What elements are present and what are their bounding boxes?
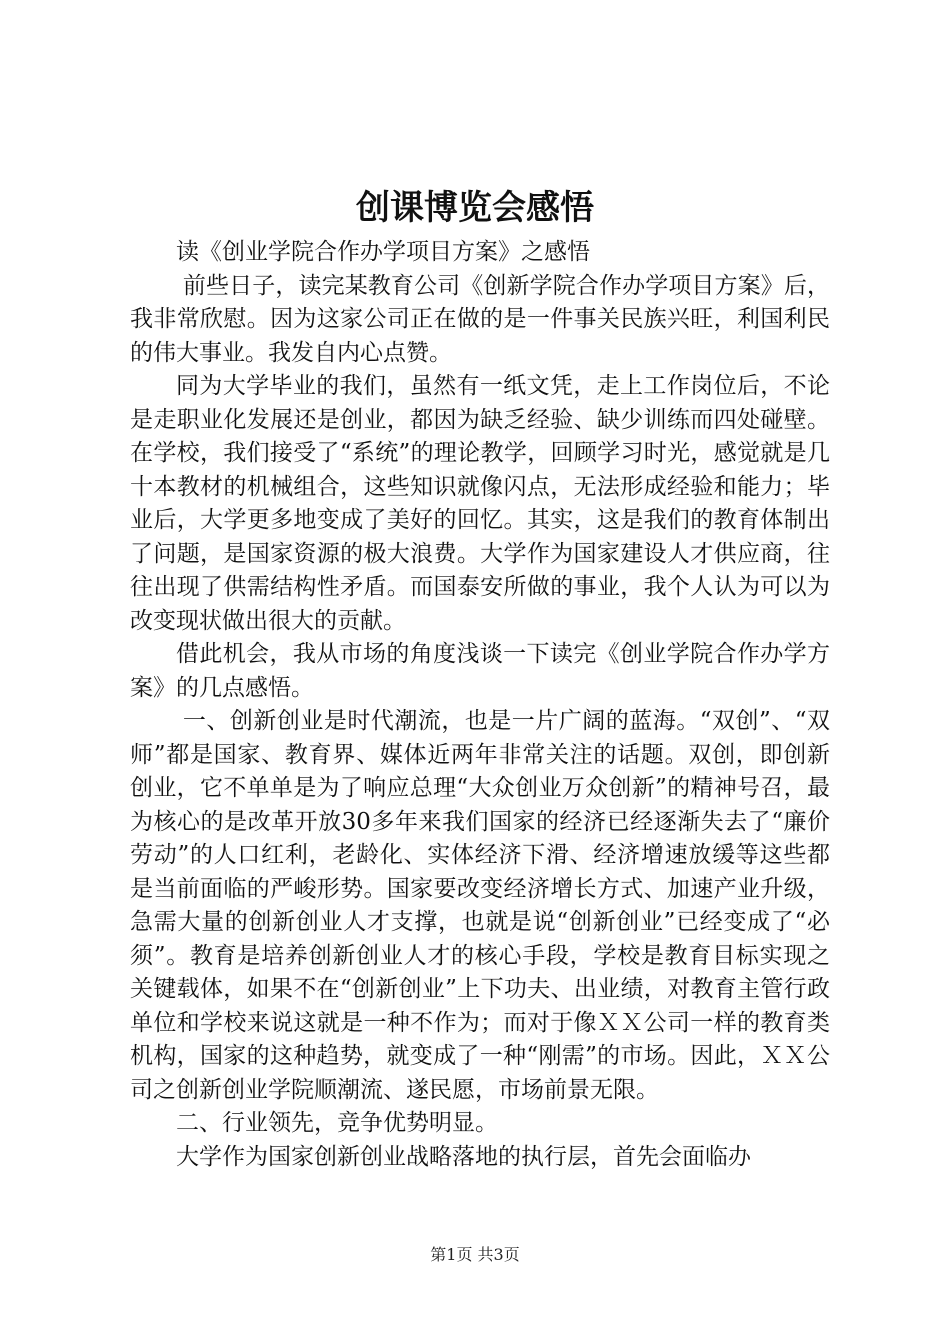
body-paragraph: 同为大学毕业的我们，虽然有一纸文凭，走上工作岗位后，不论是走职业化发展还是创业，都因为缺乏经验、缺少训练而四处碰壁。在学校，我们接受了“系统”的理论教学，回顾学习时光，感觉就是几十本教材的机械组合，这些知识就像闪点，无法形成经验和能力；毕业后，大学更多地变成了美好的回忆。其实，这是我们的教育体制出了问题，是国家资源的极大浪费。大学作为国家建设人才供应商，往往出现了供需结构性矛盾。而国泰安所做的事业，我个人认为可以为改变现状做出很大的贡献。 — [130, 373, 830, 634]
section-paragraph: 一、创新创业是时代潮流，也是一片广阔的蓝海。“双创”、“双师”都是国家、教育界、媒体近两年非常关注的话题。双创，即创新创业，它不单单是为了响应总理“大众创业万众创新”的精神号召，最为核心的是改革开放30多年来我们国家的经济已经逐渐失去了“廉价劳动”的人口红利，老龄化、实体经济下滑、经济增速放缓等这些都是当前面临的严峻形势。国家要改变经济增长方式、加速产业升级，急需大量的创新创业人才支撑，也就是说“创新创业”已经变成了“必须”。教育是培养创新创业人才的核心手段，学校是教育目标实现之关键载体，如果不在“创新创业”上下功夫、出业绩，对教育主管行政单位和学校来说这就是一种不作为；而对于像ＸＸ公司一样的教育类机构，国家的这种趋势，就变成了一种“刚需”的市场。因此，ＸＸ公司之创新创业学院顺潮流、遂民愿，市场前景无限。 — [130, 708, 830, 1103]
section-heading: 二、行业领先，竞争优势明显。 — [176, 1110, 498, 1136]
body-paragraph: 大学作为国家创新创业战略落地的执行层，首先会面临办 — [176, 1143, 751, 1170]
subtitle-paragraph: 读《创业学院合作办学项目方案》之感悟 — [176, 239, 590, 265]
body-paragraph: 前些日子，读完某教育公司《创新学院合作办学项目方案》后，我非常欣慰。因为这家公司正在做的是一件事关民族兴旺，利国利民的伟大事业。我发自内心点赞。 — [130, 272, 830, 366]
page-footer: 第1页 共3页 — [430, 1245, 520, 1264]
page-title: 创课博览会感悟 — [356, 188, 594, 228]
body-paragraph: 借此机会，我从市场的角度浅谈一下读完《创业学院合作办学方案》的几点感悟。 — [130, 641, 830, 701]
document-body — [130, 236, 830, 1174]
